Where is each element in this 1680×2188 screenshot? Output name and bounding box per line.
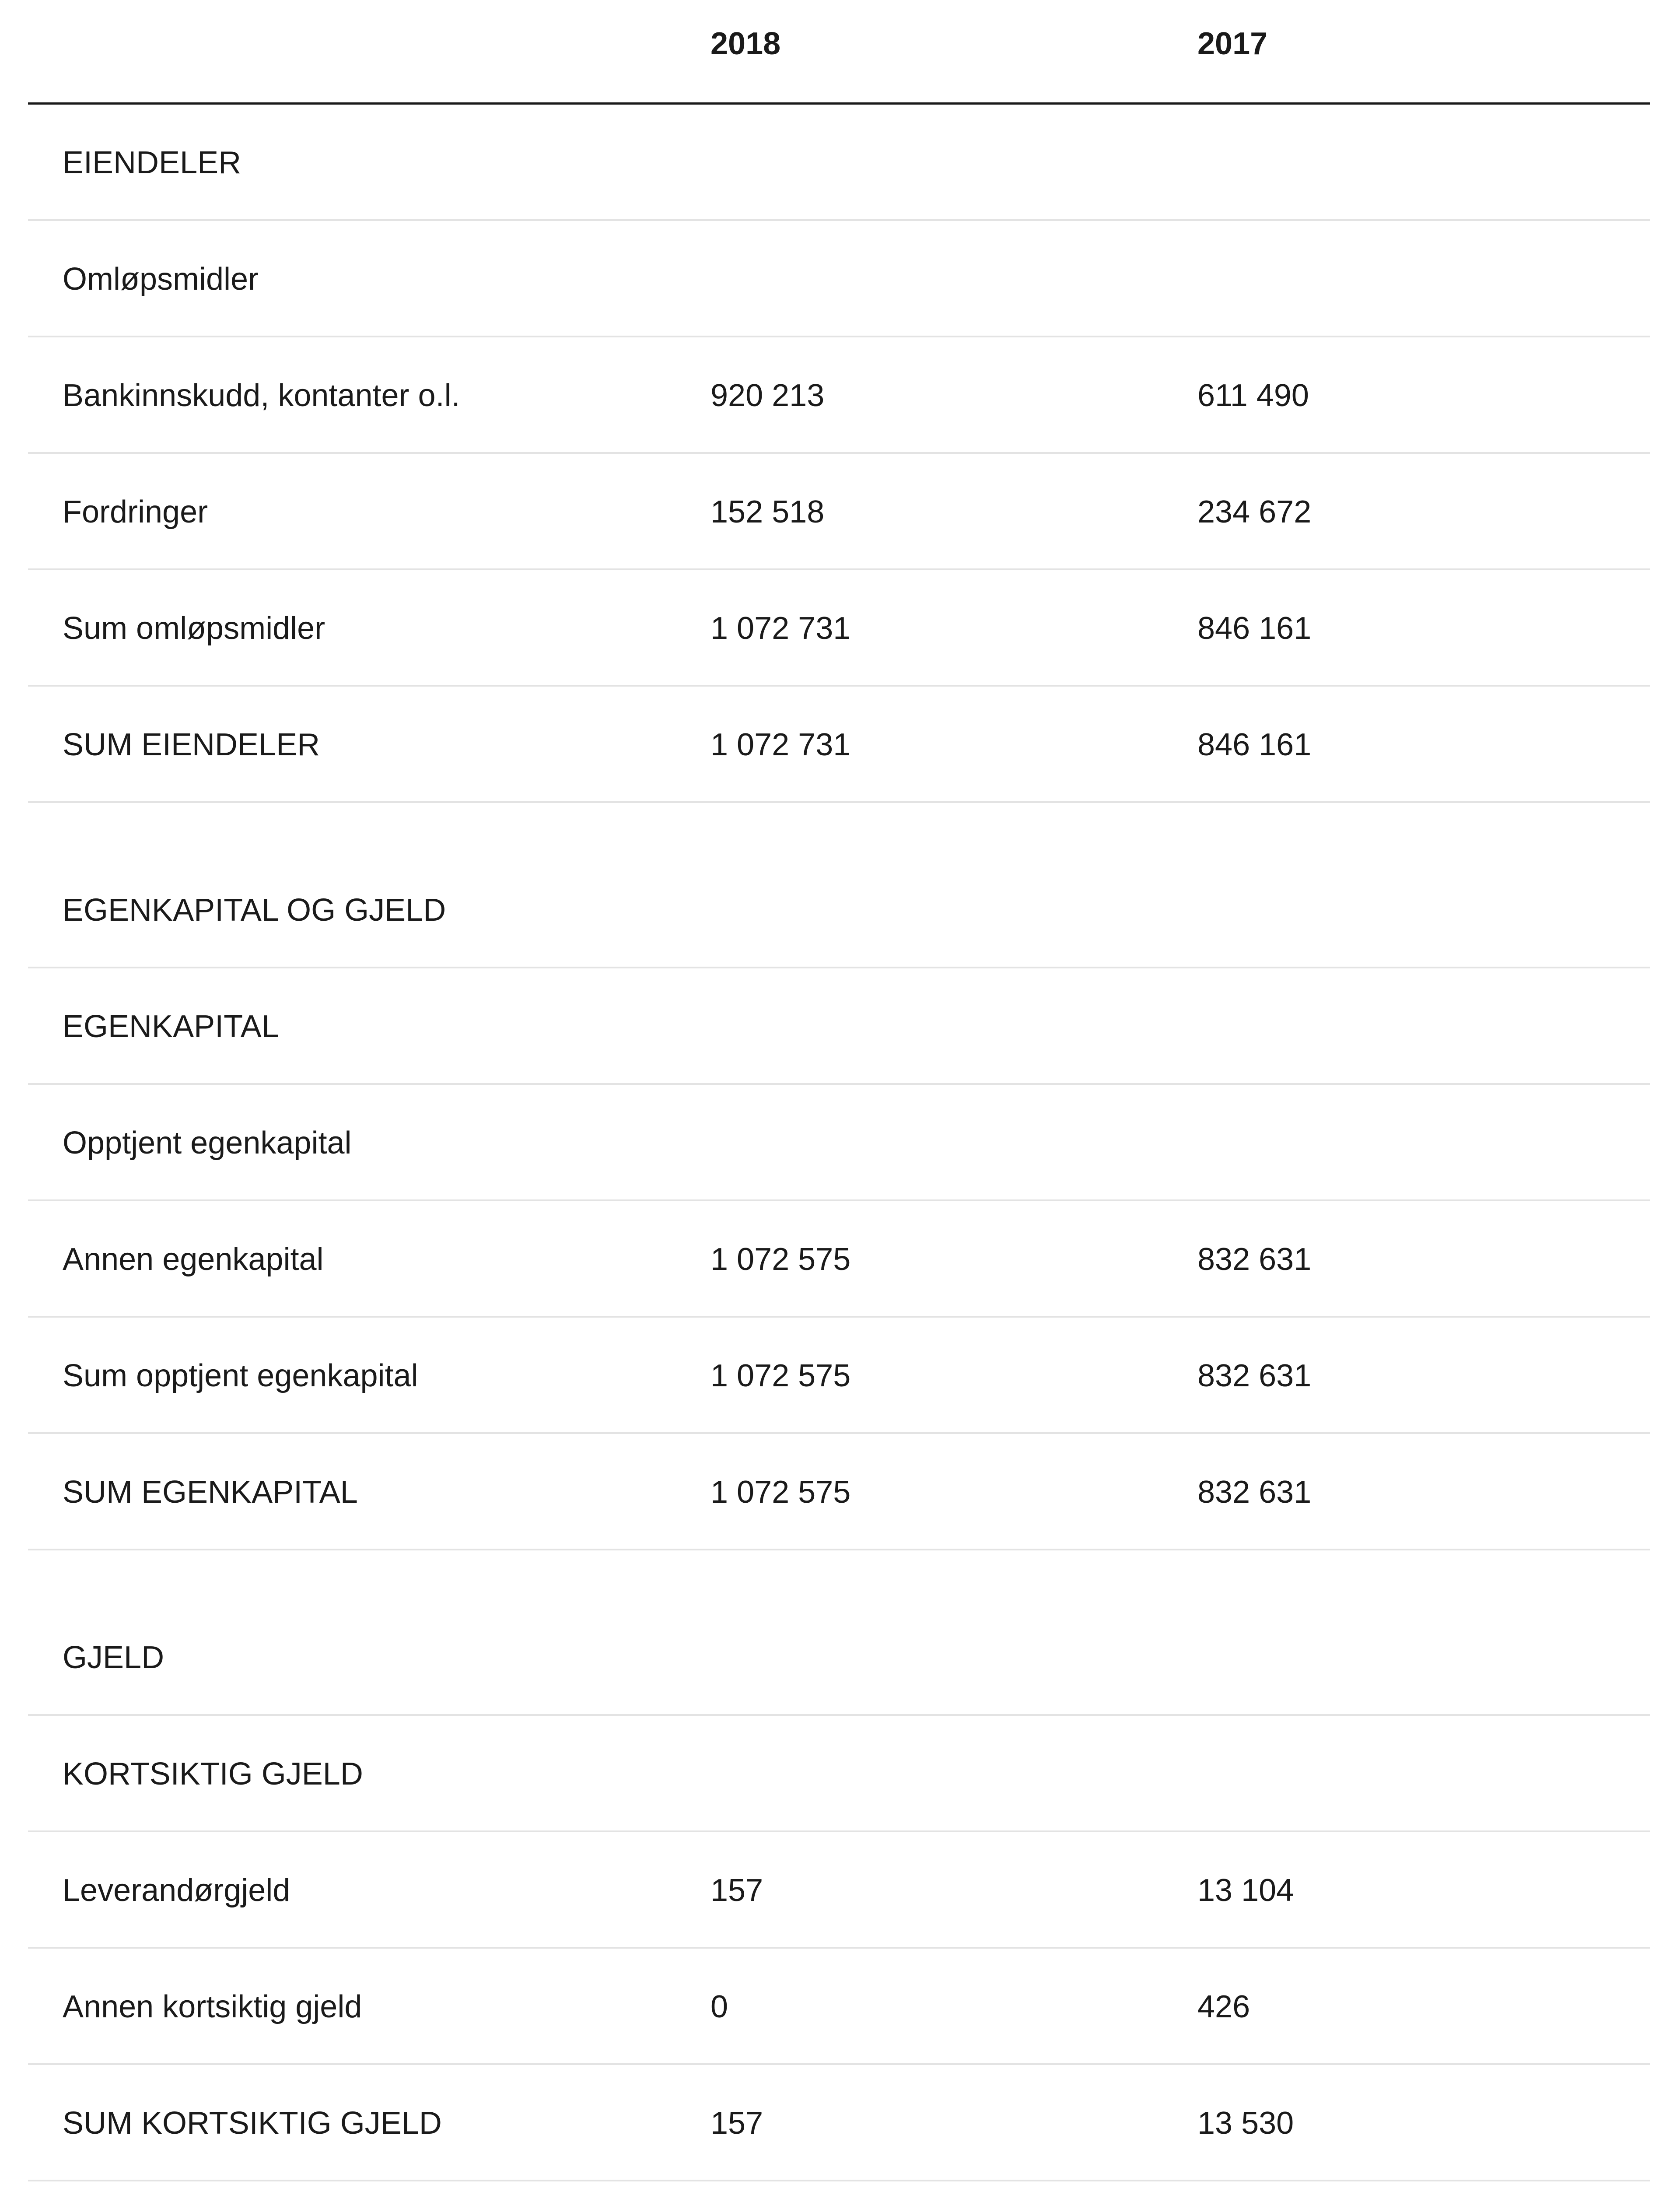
value-2017: 832 631 [1197, 1242, 1312, 1277]
value-2017: 13 104 [1197, 1873, 1294, 1908]
value-2017: 832 631 [1197, 1358, 1312, 1393]
table-row [28, 1085, 1650, 1201]
row-label: Fordringer [63, 494, 208, 529]
row-label: KORTSIKTIG GJELD [63, 1757, 363, 1792]
table-row [28, 105, 1650, 221]
table-row [28, 1832, 1650, 1949]
value-2017: 426 [1197, 1989, 1250, 2024]
value-2017: 611 490 [1197, 378, 1309, 413]
value-2018: 1 072 731 [710, 727, 851, 762]
value-2018: 157 [710, 1873, 763, 1908]
row-label: Sum opptjent egenkapital [63, 1358, 418, 1393]
table-row [28, 570, 1650, 687]
table-row [28, 1201, 1650, 1318]
table-row [28, 1318, 1650, 1434]
row-label: GJELD [63, 1640, 164, 1675]
value-2018: 157 [710, 2106, 763, 2141]
value-2017: 13 530 [1197, 2106, 1294, 2141]
row-label: Opptjent egenkapital [63, 1126, 352, 1161]
value-2017: 846 161 [1197, 727, 1312, 762]
balance-sheet-table [28, 0, 1650, 2188]
row-label: EIENDELER [63, 145, 242, 180]
value-2018: 1 072 731 [710, 611, 851, 646]
row-label: Sum omløpsmidler [63, 611, 326, 646]
value-2017: 832 631 [1197, 1475, 1312, 1510]
table-row [28, 337, 1650, 454]
table-header [28, 0, 1650, 105]
value-2018: 920 213 [710, 378, 825, 413]
row-label: SUM KORTSIKTIG GJELD [63, 2106, 442, 2141]
value-2017: 234 672 [1197, 494, 1312, 529]
row-label: Leverandørgjeld [63, 1873, 290, 1908]
value-2018: 0 [710, 1989, 728, 2024]
table-row [28, 1550, 1650, 1716]
value-2018: 1 072 575 [710, 1475, 851, 1510]
row-label: EGENKAPITAL [63, 1009, 279, 1044]
value-2017: 846 161 [1197, 611, 1312, 646]
row-label: Omløpsmidler [63, 262, 259, 297]
table-row [28, 2181, 1650, 2188]
row-label: SUM EIENDELER [63, 727, 320, 762]
column-header-2018: 2018 [710, 26, 781, 61]
value-2018: 152 518 [710, 494, 825, 529]
column-header-2017: 2017 [1197, 26, 1268, 61]
row-label: Annen kortsiktig gjeld [63, 1989, 362, 2024]
table-row [28, 1716, 1650, 1832]
table-row [28, 454, 1650, 570]
row-label: Bankinnskudd, kontanter o.l. [63, 378, 460, 413]
value-2018: 1 072 575 [710, 1242, 851, 1277]
table-row [28, 803, 1650, 968]
table-row [28, 2065, 1650, 2181]
table-row [28, 1434, 1650, 1550]
table-row [28, 968, 1650, 1085]
table-row [28, 687, 1650, 803]
table-row [28, 221, 1650, 337]
row-label: EGENKAPITAL OG GJELD [63, 893, 446, 928]
row-label: SUM EGENKAPITAL [63, 1475, 358, 1510]
table-row [28, 1949, 1650, 2065]
row-label: Annen egenkapital [63, 1242, 324, 1277]
value-2018: 1 072 575 [710, 1358, 851, 1393]
